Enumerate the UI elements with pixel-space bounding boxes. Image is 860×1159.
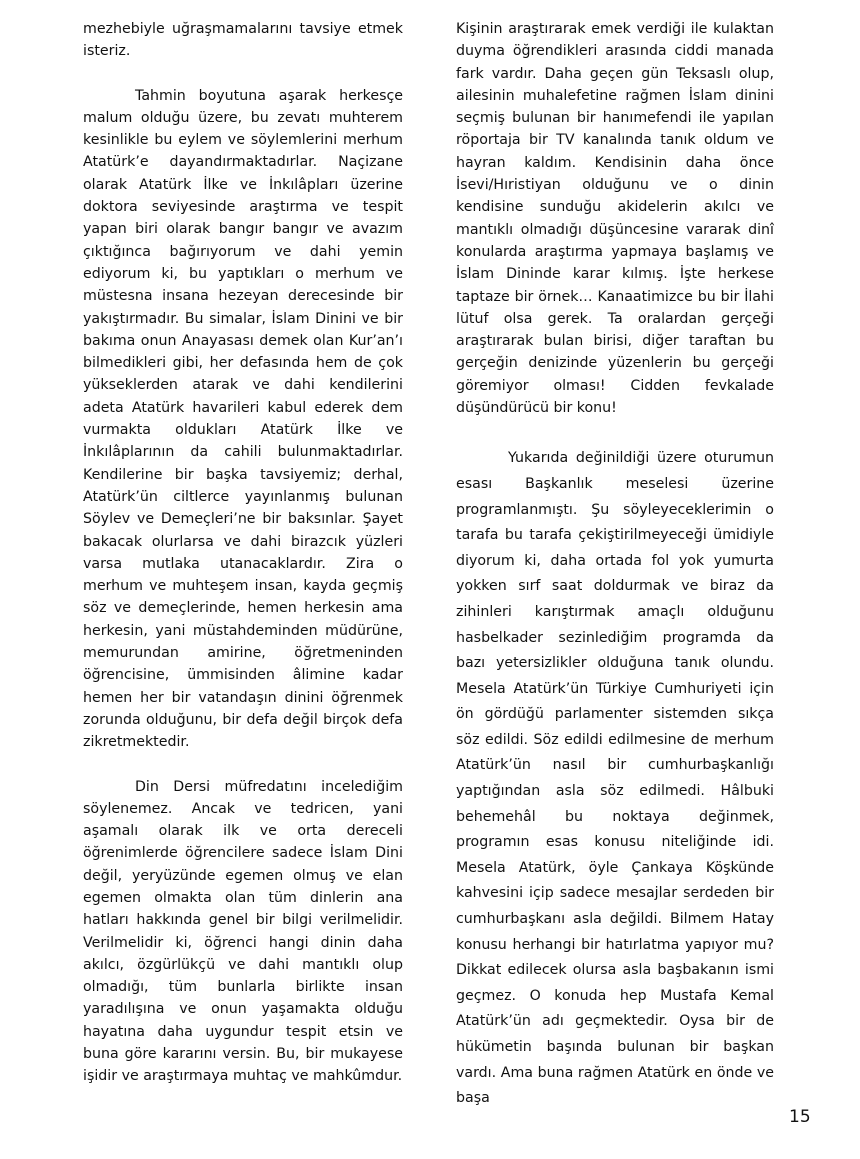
left-paragraph-1: mezhebiyle uğraşmamalarını tavsiye etmek isteriz.	[83, 21, 403, 60]
left-column	[83, 18, 403, 1088]
page-number: 15	[789, 1107, 811, 1127]
right-paragraph-1: Kişinin araştırarak emek verdiği ile kulaktan duyma öğrendikleri arasında ciddi manada fark vardır. Daha geçen gün Teksaslı olup, ailesinin muhalefetine rağmen İslam dinini seçmiş bulunan bir hanımefendi ile yapılan röportaja bir TV kanalında tanık oldum ve hayran kaldım. Kendisinin daha önce İsevi/Hıristiyan olduğunu ve o dinin kendisine sunduğu akidelerin akılcı ve mantıklı olmadığı düşüncesine vararak dinî konularda araştırma yapmaya başlamış ve İslam Dininde karar kılmış. İşte herkese taptaze bir örnek… Kanaatimizce bu bir İlahi lütuf olsa gerek. Ta oralardan gerçeği araştırarak bulan birisi, diğer taraftan bu gerçeğin denizinde yüzenlerin bu gerçeği göremiyor olması! Cidden fevkalade düşündürücü bir konu!	[456, 21, 774, 417]
left-paragraph-3: Din Dersi müfredatını incelediğim söylenemez. Ancak ve tedricen, yani aşamalı olarak ilk ve orta dereceli öğrenimlerde öğrencilere sadece İslam Dini değil, yeryüzünde egemen olmuş ve elan egemen olmakta olan tüm dinlerin ana hatları hakkında genel bir bilgi verilmelidir. Verilmelidir ki, öğrenci hangi dinin daha akılcı, özgürlükçü ve dahi mantıklı olup olmadığı, tüm bunlarla birlikte insan yaradılışına ve onun yaşamakta olduğu hayatına daha uygundur tespit etsin ve buna göre kararını versin. Bu, bir mukayese işidir ve araştırmaya muhtaç ve mahkûmdur.	[83, 778, 403, 1085]
right-column	[456, 18, 774, 1112]
left-paragraph-2: Tahmin boyutuna aşarak herkesçe malum olduğu üzere, bu zevatı muhterem kesinlikle bu eylem ve söylemlerini merhum Atatürk’e dayandırmaktadırlar. Naçizane olarak Atatürk İlke ve İnkılâpları üzerine doktora seviyesinde araştırma ve tespit yapan biri olarak bangır bangır ve avazım çıktığınca bağırıyorum ve dahi yemin ediyorum ki, bu yaptıkları o merhum ve müstesna insana hezeyan derecesinde bir yakıştırmadır. Bu simalar, İslam Dinini ve bir bakıma onun Anayasası demek olan Kur’an’ı bilmedikleri gibi, her defasında hem de çok yükseklerden atarak ve dahi kendilerini adeta Atatürk havarileri kabul ederek dem vurmakta oldukları Atatürk İlke ve İnkılâplarının da cahili bulunmaktadırlar. Kendilerine bir başka tavsiyemiz; derhal, Atatürk’ün ciltlerce yayınlanmış bulunan Söylev ve Demeçleri’ne bir baksınlar. Şayet bakacak olurlarsa ve dahi birazcık yüzleri varsa mutlaka utanacaklardır. Zira o merhum ve muhteşem insan, kayda geçmiş söz ve demeçlerinde, hemen herkesin ama herkesin, yani müstahdeminden müdürüne, memurundan amirine, öğretmeninden öğrencisine, ümmisinden âlimine kadar hemen her bir vatandaşın dinini öğrenmek zorunda olduğunu, bir defa değil birçok defa zikretmektedir.	[83, 87, 403, 751]
right-paragraph-2: Yukarıda değinildiği üzere oturumun esası Başkanlık meselesi üzerine programlanmıştı. Şu söyleyeceklerimin o tarafa bu tarafa çekiştirilmeyeceği ümidiyle diyorum ki, daha ortada fol yok yumurta yokken sırf saat doldurmak ve biraz da zihinleri karıştırmak amaçlı olduğunu hasbelkader sezinlediğim programda da bazı yetersizlikler olduğuna tanık olundu. Mesela Atatürk’ün Türkiye Cumhuriyeti için ön gördüğü parlamenter sistemden sıkça söz edildi. Söz edildi edilmesine de merhum Atatürk’ün nasıl bir cumhurbaşkanlığı yaptığından asla söz edilmedi. Hâlbuki behemehâl bu noktaya değinmek, programın esas konusu niteliğinde idi. Mesela Atatürk, öyle Çankaya Köşkünde kahvesini içip sadece mesajlar serdeden bir cumhurbaşkanı asla değildi. Bilmem Hatay konusu herhangi bir hatırlatma yapıyor mu? Dikkat edilecek olursa asla başbakanın ismi geçmez. O konuda hep Mustafa Kemal Atatürk’ün adı geçmektedir. Oysa bir de hükümetin başında bulunan bir başkan vardı. Ama buna rağmen Atatürk en önde ve başa	[456, 450, 774, 1107]
